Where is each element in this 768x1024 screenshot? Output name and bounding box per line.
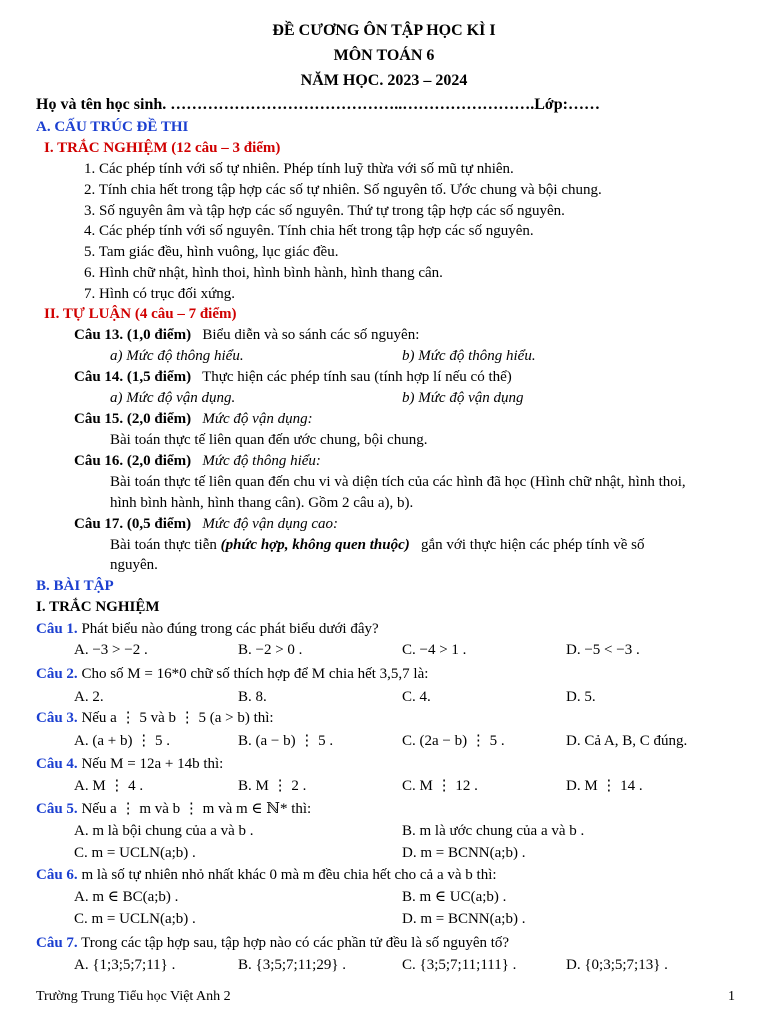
structure-item: 3. Số nguyên âm và tập hợp các số nguyên. Thứ tự trong tập hợp các số nguyên. [84,203,565,219]
question-label: Câu 3. [36,710,78,726]
structure-item: 6. Hình chữ nhật, hình thoi, hình bình hành, hình thang cân. [84,265,443,281]
q17-level: Mức độ vận dụng cao: [202,516,338,532]
q14-a: a) Mức độ vận dụng. [110,390,236,406]
page-number: 1 [728,989,735,1004]
mcq-question-4 [36,755,223,773]
q16-text-2: hình bình hành, hình thang cân). Gồm 2 câu a), b). [110,495,414,511]
option-c: C. (2a − b) ⋮ 5 . [402,733,505,749]
q16-level: Mức độ thông hiểu: [202,453,321,469]
option-b: B. m ∈ UC(a;b) . [402,889,507,905]
option-c: C. {3;5;7;11;111} . [402,957,517,973]
q15-level: Mức độ vận dụng: [202,411,313,427]
q17-text-1 [110,536,645,554]
question-text: Nếu a ⋮ 5 và b ⋮ 5 (a > b) thì: [81,710,274,726]
footer-school: Trường Trung Tiểu học Việt Anh 2 [36,989,231,1004]
mcq-question-6 [36,866,497,884]
structure-item: 4. Các phép tính với số nguyên. Tính chia hết trong tập hợp các số nguyên. [84,223,534,239]
q15-text: Bài toán thực tế liên quan đến ước chung, bội chung. [110,432,428,448]
q16-text-1: Bài toán thực tế liên quan đến chu vi và diện tích của các hình đã học (Hình chữ nhật, hình thoi, [110,474,686,490]
question-label: Câu 6. [36,867,78,883]
question-text: Nếu M = 12a + 14b thì: [81,756,224,772]
question-label: Câu 5. [36,801,78,817]
q13-line [74,326,419,344]
option-a: A. 2. [74,689,104,705]
option-a: A. {1;3;5;7;11} . [74,957,176,973]
q16-label: Câu 16. (2,0 điểm) [74,453,192,469]
question-text: Nếu a ⋮ m và b ⋮ m và m ∈ ℕ* thì: [81,801,312,817]
option-c: C. m = UCLN(a;b) . [74,911,196,927]
question-text: m là số tự nhiên nhỏ nhất khác 0 mà m đều chia hết cho cả a và b thì: [81,867,497,883]
option-d: D. 5. [566,689,596,705]
mcq-question-5 [36,800,311,818]
option-b: B. 8. [238,689,267,705]
option-c: C. 4. [402,689,431,705]
q13-text: Biểu diễn và so sánh các số nguyên: [202,327,420,343]
question-label: Câu 1. [36,621,78,637]
doc-subject: MÔN TOÁN 6 [333,47,435,64]
option-d: D. m = BCNN(a;b) . [402,845,526,861]
option-d: D. m = BCNN(a;b) . [402,911,526,927]
option-b: B. (a − b) ⋮ 5 . [238,733,334,749]
mcq-question-3 [36,709,274,727]
structure-item: 2. Tính chia hết trong tập hợp các số tự nhiên. Số nguyên tố. Ước chung và bội chung. [84,182,602,198]
q13-a: a) Mức độ thông hiểu. [110,348,244,364]
mcq-question-2 [36,665,428,683]
mcq-question-1 [36,620,379,638]
option-b: B. m là ước chung của a và b . [402,823,585,839]
student-name-line: Họ và tên học sinh. ……………………………………..…………………….Lớp:…… [36,96,600,113]
option-c: C. M ⋮ 12 . [402,778,478,794]
option-a: A. m ∈ BC(a;b) . [74,889,179,905]
mcq-question-7 [36,934,509,952]
structure-item: 1. Các phép tính với số tự nhiên. Phép tính luỹ thừa với số mũ tự nhiên. [84,161,514,177]
option-b: B. −2 > 0 . [238,642,303,658]
q15-label: Câu 15. (2,0 điểm) [74,411,192,427]
q14-label: Câu 14. (1,5 điểm) [74,369,192,385]
question-label: Câu 2. [36,666,78,682]
q13-label: Câu 13. (1,0 điểm) [74,327,192,343]
question-text: Cho số M = 16*0 chữ số thích hợp để M chia hết 3,5,7 là: [81,666,429,682]
option-b: B. {3;5;7;11;29} . [238,957,347,973]
option-c: C. −4 > 1 . [402,642,467,658]
section-a-heading: A. CẤU TRÚC ĐỀ THI [36,119,189,135]
part1-heading: I. TRẮC NGHIỆM (12 câu – 3 điểm) [44,140,281,156]
q16-line [74,452,321,470]
q14-line [74,368,512,386]
question-label: Câu 7. [36,935,78,951]
question-label: Câu 4. [36,756,78,772]
q14-text: Thực hiện các phép tính sau (tính hợp lí nếu có thể) [202,369,512,385]
q17-label: Câu 17. (0,5 điểm) [74,516,192,532]
structure-item: 5. Tam giác đều, hình vuông, lục giác đều. [84,244,339,260]
q17-text-post: gắn với thực hiện các phép tính về số [421,537,645,553]
q17-text-2: nguyên. [110,557,158,573]
option-d: D. M ⋮ 14 . [566,778,643,794]
mcq-heading: I. TRẮC NGHIỆM [36,599,160,615]
option-d: D. Cả A, B, C đúng. [566,733,688,749]
doc-year: NĂM HỌC. 2023 – 2024 [300,72,468,89]
option-c: C. m = UCLN(a;b) . [74,845,196,861]
doc-title: ĐỀ CƯƠNG ÔN TẬP HỌC KÌ I [272,22,496,39]
q17-line [74,515,338,533]
option-a: A. (a + b) ⋮ 5 . [74,733,170,749]
option-a: A. M ⋮ 4 . [74,778,144,794]
q13-b: b) Mức độ thông hiểu. [402,348,536,364]
structure-item: 7. Hình có trục đối xứng. [84,286,236,302]
part2-heading: II. TỰ LUẬN (4 câu – 7 điểm) [44,306,237,322]
option-d: D. −5 < −3 . [566,642,640,658]
q17-text-pre: Bài toán thực tiễn [110,537,217,553]
question-text: Phát biểu nào đúng trong các phát biểu dưới đây? [81,621,379,637]
option-d: D. {0;3;5;7;13} . [566,957,668,973]
option-a: A. −3 > −2 . [74,642,148,658]
question-text: Trong các tập hợp sau, tập hợp nào có các phần tử đều là số nguyên tố? [81,935,510,951]
q17-text-em: (phức hợp, không quen thuộc) [220,537,410,553]
q14-b: b) Mức độ vận dụng [402,390,524,406]
option-a: A. m là bội chung của a và b . [74,823,254,839]
section-b-heading: B. BÀI TẬP [36,578,114,594]
q15-line [74,410,313,428]
option-b: B. M ⋮ 2 . [238,778,307,794]
